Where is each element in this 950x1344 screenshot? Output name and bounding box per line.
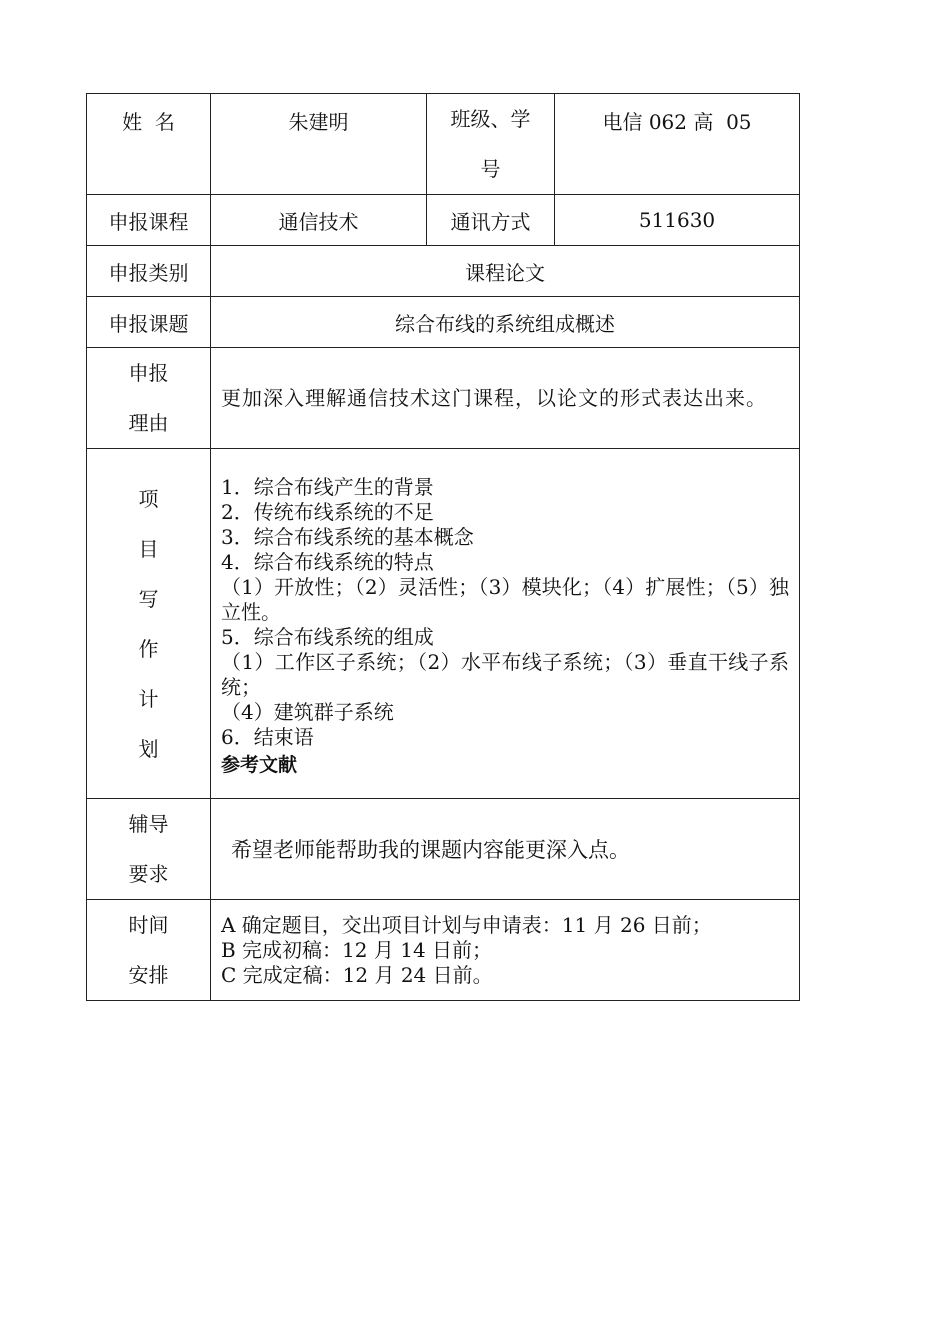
name-value: 朱建明 <box>211 94 427 195</box>
schedule-content <box>211 900 800 1001</box>
reason-label: 申报 理由 <box>87 348 211 449</box>
guidance-label: 辅导 要求 <box>87 799 211 900</box>
contact-value: 511630 <box>555 195 800 246</box>
guidance-text: 希望老师能帮助我的课题内容能更深入点。 <box>211 799 800 900</box>
plan-item: （1）工作区子系统；（2）水平布线子系统；（3）垂直干线子系统； <box>221 650 789 699</box>
plan-content <box>211 449 800 799</box>
category-label: 申报类别 <box>87 246 211 297</box>
category-row <box>87 246 800 297</box>
contact-label: 通讯方式 <box>427 195 555 246</box>
schedule-label: 时间 安排 <box>87 900 211 1001</box>
course-row <box>87 195 800 246</box>
plan-row <box>87 449 800 799</box>
course-value: 通信技术 <box>211 195 427 246</box>
plan-label-char: 作 <box>138 636 159 661</box>
plan-item: 5．综合布线系统的组成 <box>221 625 434 649</box>
application-form-table <box>86 93 800 1001</box>
plan-label <box>87 449 211 799</box>
plan-item: 3．综合布线系统的基本概念 <box>221 525 474 549</box>
topic-label: 申报课题 <box>87 297 211 348</box>
course-label: 申报课程 <box>87 195 211 246</box>
reason-text: 更加深入理解通信技术这门课程，以论文的形式表达出来。 <box>211 348 800 449</box>
plan-label-char: 计 <box>138 686 159 711</box>
plan-item: 1．综合布线产生的背景 <box>221 475 434 499</box>
name-label: 姓 名 <box>87 94 211 195</box>
guidance-row <box>87 799 800 900</box>
reason-row <box>87 348 800 449</box>
topic-value: 综合布线的系统组成概述 <box>211 297 800 348</box>
plan-label-char: 目 <box>138 536 159 561</box>
plan-label-char: 写 <box>138 586 159 611</box>
schedule-row <box>87 900 800 1001</box>
schedule-item: A 确定题目，交出项目计划与申请表：11 月 26 日前； <box>221 913 712 937</box>
plan-item: （4）建筑群子系统 <box>221 700 394 724</box>
references-heading: 参考文献 <box>221 754 298 776</box>
category-value: 课程论文 <box>211 246 800 297</box>
schedule-item: B 完成初稿：12 月 14 日前； <box>221 938 493 962</box>
class-id-label: 班级、学 号 <box>427 94 555 195</box>
plan-item: 6．结束语 <box>221 725 314 749</box>
name-row <box>87 94 800 195</box>
topic-row <box>87 297 800 348</box>
plan-item: （1）开放性；（2）灵活性；（3）模块化；（4）扩展性；（5）独立性。 <box>221 575 789 624</box>
plan-item: 4．综合布线系统的特点 <box>221 550 434 574</box>
class-id-value: 电信 062 高 05 <box>555 94 800 195</box>
plan-label-char: 划 <box>138 736 159 761</box>
plan-item: 2．传统布线系统的不足 <box>221 500 434 524</box>
plan-label-char: 项 <box>138 486 159 511</box>
schedule-item: C 完成定稿：12 月 24 日前。 <box>221 963 493 987</box>
